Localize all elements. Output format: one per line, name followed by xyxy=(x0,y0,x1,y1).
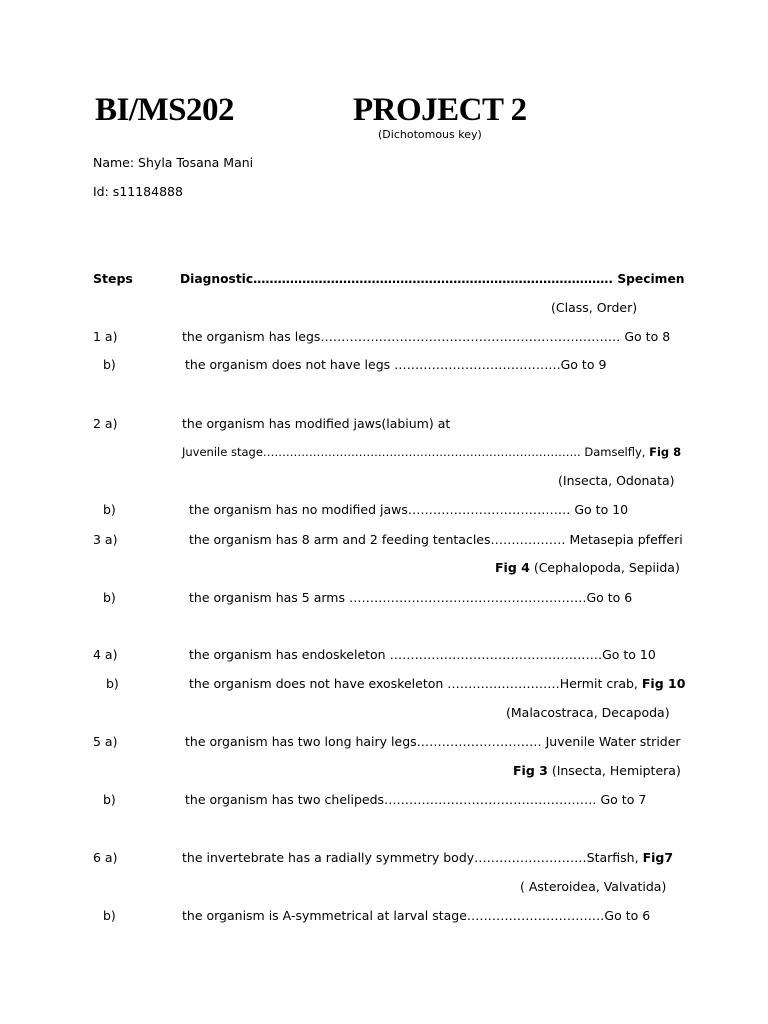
diagnostic-heading: Diagnostic……………………………………………………………………………. Specimen xyxy=(180,272,685,286)
key-entry-text-part: Juvenile stage……………………………………………………………………….. Damselfly, xyxy=(182,445,646,459)
key-entry-text: the organism has no modified jaws………………………………… Go to 10 xyxy=(189,502,629,517)
step-label: b) xyxy=(103,502,116,517)
student-id: Id: s11184888 xyxy=(93,184,183,199)
key-entry-text-part: the invertebrate has a radially symmetry body………………………Starfish, xyxy=(182,850,639,865)
key-entry-text: the organism has modified jaws(labium) at xyxy=(182,416,451,431)
class-order-part: (Cephalopoda, Sepiida) xyxy=(533,560,680,575)
key-entry-text: the organism has two long hairy legs………………………… Juvenile Water strider xyxy=(185,734,681,749)
key-entry-text: the organism is A-symmetrical at larval stage……………………………Go to 6 xyxy=(182,908,651,923)
step-label: b) xyxy=(106,676,119,691)
figure-reference: Fig 8 xyxy=(649,445,682,459)
step-label: 1 a) xyxy=(93,329,118,344)
course-code: BI/MS202 xyxy=(95,92,235,128)
step-label: b) xyxy=(103,792,116,807)
figure-reference: Fig7 xyxy=(642,850,674,865)
step-label: 6 a) xyxy=(93,850,118,865)
key-entry-text: the organism has two chelipeds…………………………………………… Go to 7 xyxy=(185,792,647,807)
key-entry-text-part: the organism does not have exoskeleton ………………………Hermit crab, xyxy=(189,676,638,691)
figure-reference: Fig 4 xyxy=(495,560,530,575)
figure-reference: Fig 3 xyxy=(513,763,548,778)
class-order-heading: (Class, Order) xyxy=(551,300,638,315)
key-entry-text: the organism has 5 arms …………………………………………………Go to 6 xyxy=(189,590,633,605)
key-entry-text xyxy=(182,852,673,865)
project-subtitle: (Dichotomous key) xyxy=(378,128,482,141)
class-order-part: (Insecta, Hemiptera) xyxy=(551,763,681,778)
step-label: 5 a) xyxy=(93,734,118,749)
figure-reference: Fig 10 xyxy=(641,676,686,691)
class-order-text xyxy=(513,765,681,778)
steps-heading: Steps xyxy=(93,271,133,286)
key-entry-text: the organism has 8 arm and 2 feeding tentacles……………… Metasepia pfefferi xyxy=(189,532,683,547)
key-entry-text xyxy=(189,678,685,691)
step-label: b) xyxy=(103,590,116,605)
step-label: 4 a) xyxy=(93,647,118,662)
class-order-text: (Insecta, Odonata) xyxy=(558,473,675,488)
step-label: b) xyxy=(103,357,116,372)
class-order-text xyxy=(495,562,680,575)
step-label: 3 a) xyxy=(93,532,118,547)
key-entry-text: the organism has endoskeleton ……………………………………………Go to 10 xyxy=(189,647,656,662)
class-order-text: (Malacostraca, Decapoda) xyxy=(506,705,670,720)
project-title: PROJECT 2 xyxy=(353,92,527,128)
key-entry-text xyxy=(182,447,681,459)
key-entry-text: the organism has legs……………………………………………………………… Go to 8 xyxy=(182,329,671,344)
step-label: 2 a) xyxy=(93,416,118,431)
class-order-text: ( Asteroidea, Valvatida) xyxy=(520,879,667,894)
step-label: b) xyxy=(103,908,116,923)
student-name: Name: Shyla Tosana Mani xyxy=(93,155,254,170)
key-entry-text: the organism does not have legs ………………………………….Go to 9 xyxy=(185,357,607,372)
